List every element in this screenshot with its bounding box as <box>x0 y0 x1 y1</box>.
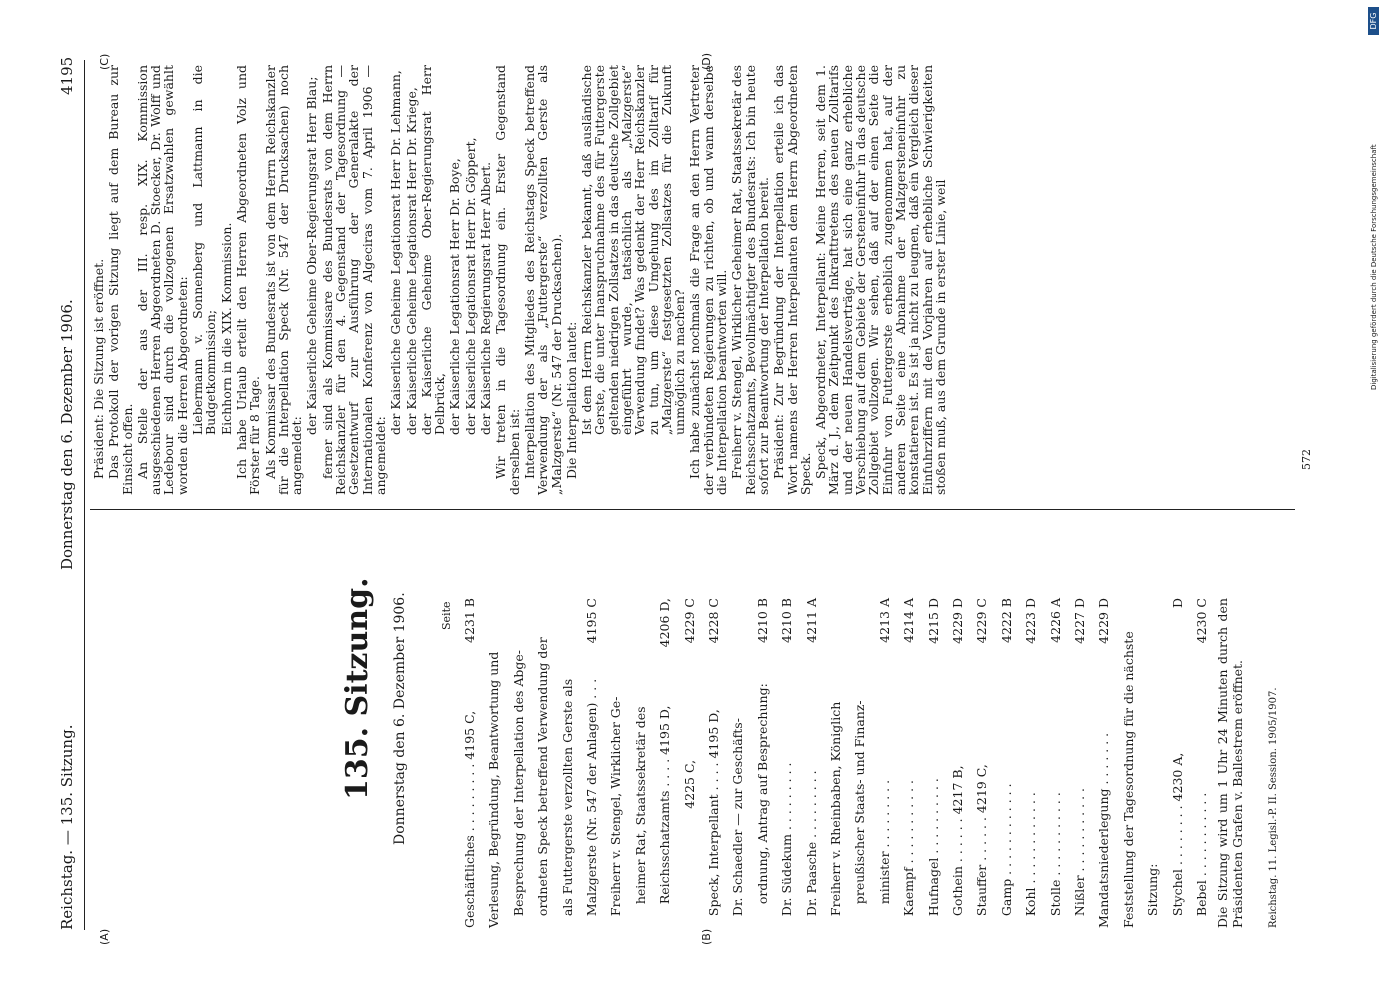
toc-ref: 4229 C <box>681 598 697 644</box>
toc-row <box>604 598 627 928</box>
opening-note: Die Sitzung wird um 1 Uhr 24 Minuten durch den Präsidenten Grafen v. Ballestrem eröffnet. <box>1215 598 1245 928</box>
toc-ref: 4222 B <box>998 598 1014 643</box>
toc-row <box>653 598 676 928</box>
toc-label: Dr. Paasche . . . . . . . . . <box>803 770 819 928</box>
toc-ref: 4229 D <box>1096 598 1112 644</box>
header-left: Reichstag. — 135. Sitzung. <box>58 724 76 930</box>
toc-label: Gamp . . . . . . . . . . . . <box>998 783 1014 928</box>
toc-label: Stychel . . . . . . . . 4230 A, <box>1169 752 1185 928</box>
toc-label: minister . . . . . . . . . <box>876 779 892 928</box>
toc-label: Stauffer . . . . . . 4219 C, <box>974 764 990 928</box>
paragraph: Präsident: Die Sitzung ist eröffnet. <box>91 258 106 479</box>
paragraph: Die Interpellation lautet: <box>563 321 579 479</box>
toc-ref: 4223 D <box>1023 598 1039 644</box>
toc-label: Verlesung, Begründung, Beantwortung und <box>486 651 502 928</box>
toc-label: preußischer Staats- und Finanz- <box>852 700 868 928</box>
paragraph: An Stelle der aus der III. resp. XIX. Kommission ausgeschiedenen Herren Abgeordneten D. Stoecker, Dr. Wolff und Ledebour sind durch die vollzogenen Ersatzwahlen gewählt worden die Herren Abgeordneten: <box>134 65 190 495</box>
margin-mark-a: (A) <box>98 928 111 945</box>
header-center: Donnerstag den 6. Dezember 1906. <box>58 299 76 570</box>
toc-label: Hufnagel . . . . . . . . . . <box>925 778 941 928</box>
toc-ref: 4226 A <box>1047 598 1063 643</box>
toc-label: Mandatsniederlegung . . . . . . . <box>1096 732 1112 928</box>
toc-row <box>824 598 847 928</box>
toc-row <box>775 598 798 928</box>
toc-row <box>726 598 749 928</box>
toc-row <box>1190 598 1213 928</box>
toc-row <box>629 598 652 928</box>
toc-label: Malzgerste (Nr. 547 der Anlagen) . . . <box>584 678 599 928</box>
paragraph: der Kaiserliche Legationsrat Herr Dr. Boye, <box>447 158 463 435</box>
header-rule <box>84 60 85 930</box>
footer-left: Reichstag. 11. Legisl.-P. II. Session. 1905/1907. <box>1268 687 1279 928</box>
toc-label: Kohl . . . . . . . . . . . . <box>1023 792 1039 928</box>
paragraph: der Kaiserliche Geheime Ober-Regierungsrat Herr Blau; <box>304 76 320 435</box>
toc-row <box>800 598 823 928</box>
toc-label: Dr. Südekum . . . . . . . . . <box>779 762 795 928</box>
toc-label: Gothein . . . . . . 4217 B, <box>950 765 965 928</box>
margin-mark-d: (D) <box>700 52 713 70</box>
margin-mark-b: (B) <box>700 928 713 945</box>
toc-ref: 4231 B <box>462 598 477 643</box>
margin-mark-c: (C) <box>98 53 111 70</box>
toc-ref: 4214 A <box>901 598 917 643</box>
toc-ref: 4213 A <box>876 598 892 643</box>
toc-row <box>1117 598 1140 928</box>
toc-label: Stolle . . . . . . . . . . . <box>1047 792 1063 928</box>
dfg-logo: DFG <box>1368 7 1379 35</box>
toc-label: Geschäftliches . . . . . . . . . 4195 C, <box>462 710 477 928</box>
toc-row <box>1068 598 1091 928</box>
paragraph: Als Kommissar des Bundesrats ist von dem Herrn Reichskanzler für die Interpellation Speck (Nr. 547 der Drucksachen) noch angemeldet: <box>262 65 305 495</box>
toc-row <box>482 598 505 928</box>
seite-label: Seite <box>440 601 453 630</box>
toc-ref: 4215 D <box>925 598 941 644</box>
toc-row <box>995 598 1018 928</box>
toc-row <box>702 598 725 928</box>
toc-ref: 4211 A <box>803 598 819 643</box>
toc-label: Freiherr v. Rheinbaben, Königlich <box>828 701 843 928</box>
toc-ref: 4210 B <box>779 598 795 643</box>
paragraph: Liebermann v. Sonnenberg und Lattmann in die Budgetkommission; <box>190 65 219 435</box>
paragraph: Ich habe Urlaub erteilt den Herren Abgeordneten Volz und Förster für 8 Tage. <box>233 65 263 495</box>
toc-label: Speck, Interpellant . . . . 4195 D, <box>706 709 721 928</box>
toc-label: Nißler . . . . . . . . . . . <box>1072 788 1087 928</box>
paragraph: Interpellation des Mitgliedes des Reichstags Speck betreffend Verwendung der als „Futtergerste“ verzollten Gerste als „Malzgerste“ (Nr. 547 der Drucksachen). <box>521 65 564 495</box>
toc-ref: 4230 C <box>1194 598 1209 644</box>
toc-label: Besprechung der Interpellation des Abge- <box>510 649 526 928</box>
toc-row <box>1092 598 1115 928</box>
toc-label: heimer Rat, Staatssekretär des <box>632 706 648 928</box>
right-column <box>92 65 949 495</box>
paragraph: ferner sind als Kommissare des Bundesrats von dem Herrn Reichskanzler für den 4. Gegenstand der Tagesordnung — Gesetzentwurf zur Ausführung der Generalakte der Internationalen Konferenz von Algeciras vom 7. April 1906 — angemeldet: <box>319 65 388 495</box>
paragraph: Speck, Abgeordneter, Interpellant: Meine Herren, seit dem 1. März d. J., dem Zeitpunkt des Inkrafttretens des neuen Zolltarifs und der neuen Handelsverträge, hat sich eine ganz erhebliche Verschiebung auf dem Gebiete der Gersteneinfuhr in das deutsche Zollgebiet vollzogen. Wir sehen, daß auf der einen Seite die Einfuhr von Futtergerste erheblich zugenommen hat, auf der anderen Seite eine Abnahme der Malzgersteneinfuhr zu konstatieren ist. Es ist ja nicht zu leugnen, daß ein Vergleich dieser Einfuhrziffern mit den Vorjahren auf erhebliche Schwierigkeiten stoßen muß, aus dem Grunde in erster Linie, weil <box>813 65 948 495</box>
toc-row <box>970 598 993 928</box>
toc-row <box>873 598 896 928</box>
toc-row <box>507 598 530 928</box>
toc-label: Reichsschatzamts . . . . 4195 D, <box>657 705 673 928</box>
toc-row <box>897 598 920 928</box>
dfg-note: Digitalisierung gefördert durch die Deutsche Forschungsgemeinschaft <box>1370 144 1378 390</box>
toc-label: als Futtergerste verzollten Gerste als <box>559 678 575 928</box>
paragraph: Ist dem Herrn Reichskanzler bekannt, daß ausländische Gerste, die unter Inanspruchnahme des für Futtergerste geltenden niedrigen Zollsatzes in das deutsche Zollgebiet eingeführt wurde, tatsächlich als „Malzgerste“ Verwendung findet? Was gedenkt der Herr Reichskanzler zu tun, um diese Umgehung des im Zolltarif für „Malzgerste“ festgesetzten Zollsatzes für die Zukunft unmöglich zu machen? <box>579 65 688 435</box>
toc-ref: 4227 D <box>1072 598 1087 644</box>
paragraph: der Kaiserliche Geheime Ober-Regierungsrat Herr Delbrück, <box>418 65 448 435</box>
toc-row <box>678 598 701 928</box>
toc-label: 4225 C, <box>681 759 697 928</box>
toc-row <box>751 598 774 928</box>
toc-label: ordnung, Antrag auf Besprechung: <box>754 683 770 928</box>
paragraph: Freiherr v. Stengel, Wirklicher Geheimer Rat, Staatssekretär des Reichsschatzamts, Bevollmächtigter des Bundesrats: Ich bin heute sofort zur Beantwortung der Interpellation bereit. <box>729 65 771 495</box>
paragraph: Ich habe zunächst nochmals die Frage an den Herrn Vertreter der verbündeten Regierungen zu richten, ob und wann derselbe die Interpellation beantworten will. <box>687 65 730 495</box>
header-page-number: 4195 <box>58 56 76 95</box>
toc-label: Sitzung: <box>1145 863 1161 928</box>
toc-row <box>848 598 871 928</box>
toc-row <box>531 598 554 928</box>
toc-row <box>458 598 481 928</box>
toc-ref: 4195 C <box>584 598 599 644</box>
toc-ref: D <box>1169 598 1185 609</box>
toc-label: Kaempf . . . . . . . . . . . <box>901 779 917 928</box>
toc-ref: 4229 C <box>974 598 990 644</box>
toc-ref: 4228 C <box>706 598 721 644</box>
toc-row <box>580 598 603 928</box>
toc-row <box>1019 598 1042 928</box>
toc-row <box>922 598 945 928</box>
paragraph: Eichhorn in die XIX. Kommission. <box>218 222 234 435</box>
paragraph: Wir treten in die Tagesordnung ein. Erster Gegenstand derselben ist: <box>493 65 522 495</box>
paragraph: Präsident: Zur Begründung der Interpellation erteile ich das Wort namens der Herren Interpellanten dem Herrn Abgeordneten Speck. <box>771 65 813 495</box>
toc-label: Dr. Schaedler — zur Geschäfts- <box>730 718 746 928</box>
toc-row <box>1141 598 1164 928</box>
session-title: 135. Sitzung. <box>340 577 375 800</box>
toc-row <box>1044 598 1067 928</box>
toc-label: Feststellung der Tagesordnung für die nächste <box>1120 631 1136 928</box>
paragraph: der Kaiserliche Legationsrat Herr Dr. Göppert, <box>462 137 478 435</box>
paragraph: der Kaiserliche Regierungsrat Herr Albert. <box>478 161 494 435</box>
paragraph: Das Protokoll der vorigen Sitzung liegt auf dem Bureau zur Einsicht offen. <box>106 65 135 495</box>
toc-row <box>556 598 579 928</box>
toc-row <box>946 598 969 928</box>
paragraph: der Kaiserliche Geheime Legationsrat Herr Dr. Kriege, <box>403 87 419 435</box>
toc-ref: 4206 D, <box>657 598 673 648</box>
toc-label: Freiherr v. Stengel, Wirklicher Ge- <box>608 696 624 928</box>
page-number-bottom: 572 <box>1300 449 1313 470</box>
toc-ref: 4210 B <box>754 598 770 643</box>
column-divider <box>90 509 1295 510</box>
toc-ref: 4229 D <box>950 598 965 644</box>
toc-row <box>1166 598 1189 928</box>
toc-label: ordneten Speck betreffend Verwendung der <box>535 637 551 928</box>
date-line: Donnerstag den 6. Dezember 1906. <box>392 592 408 845</box>
toc-label: Bebel . . . . . . . . . . . <box>1194 792 1209 928</box>
paragraph: der Kaiserliche Geheime Legationsrat Herr Dr. Lehmann, <box>388 70 404 435</box>
